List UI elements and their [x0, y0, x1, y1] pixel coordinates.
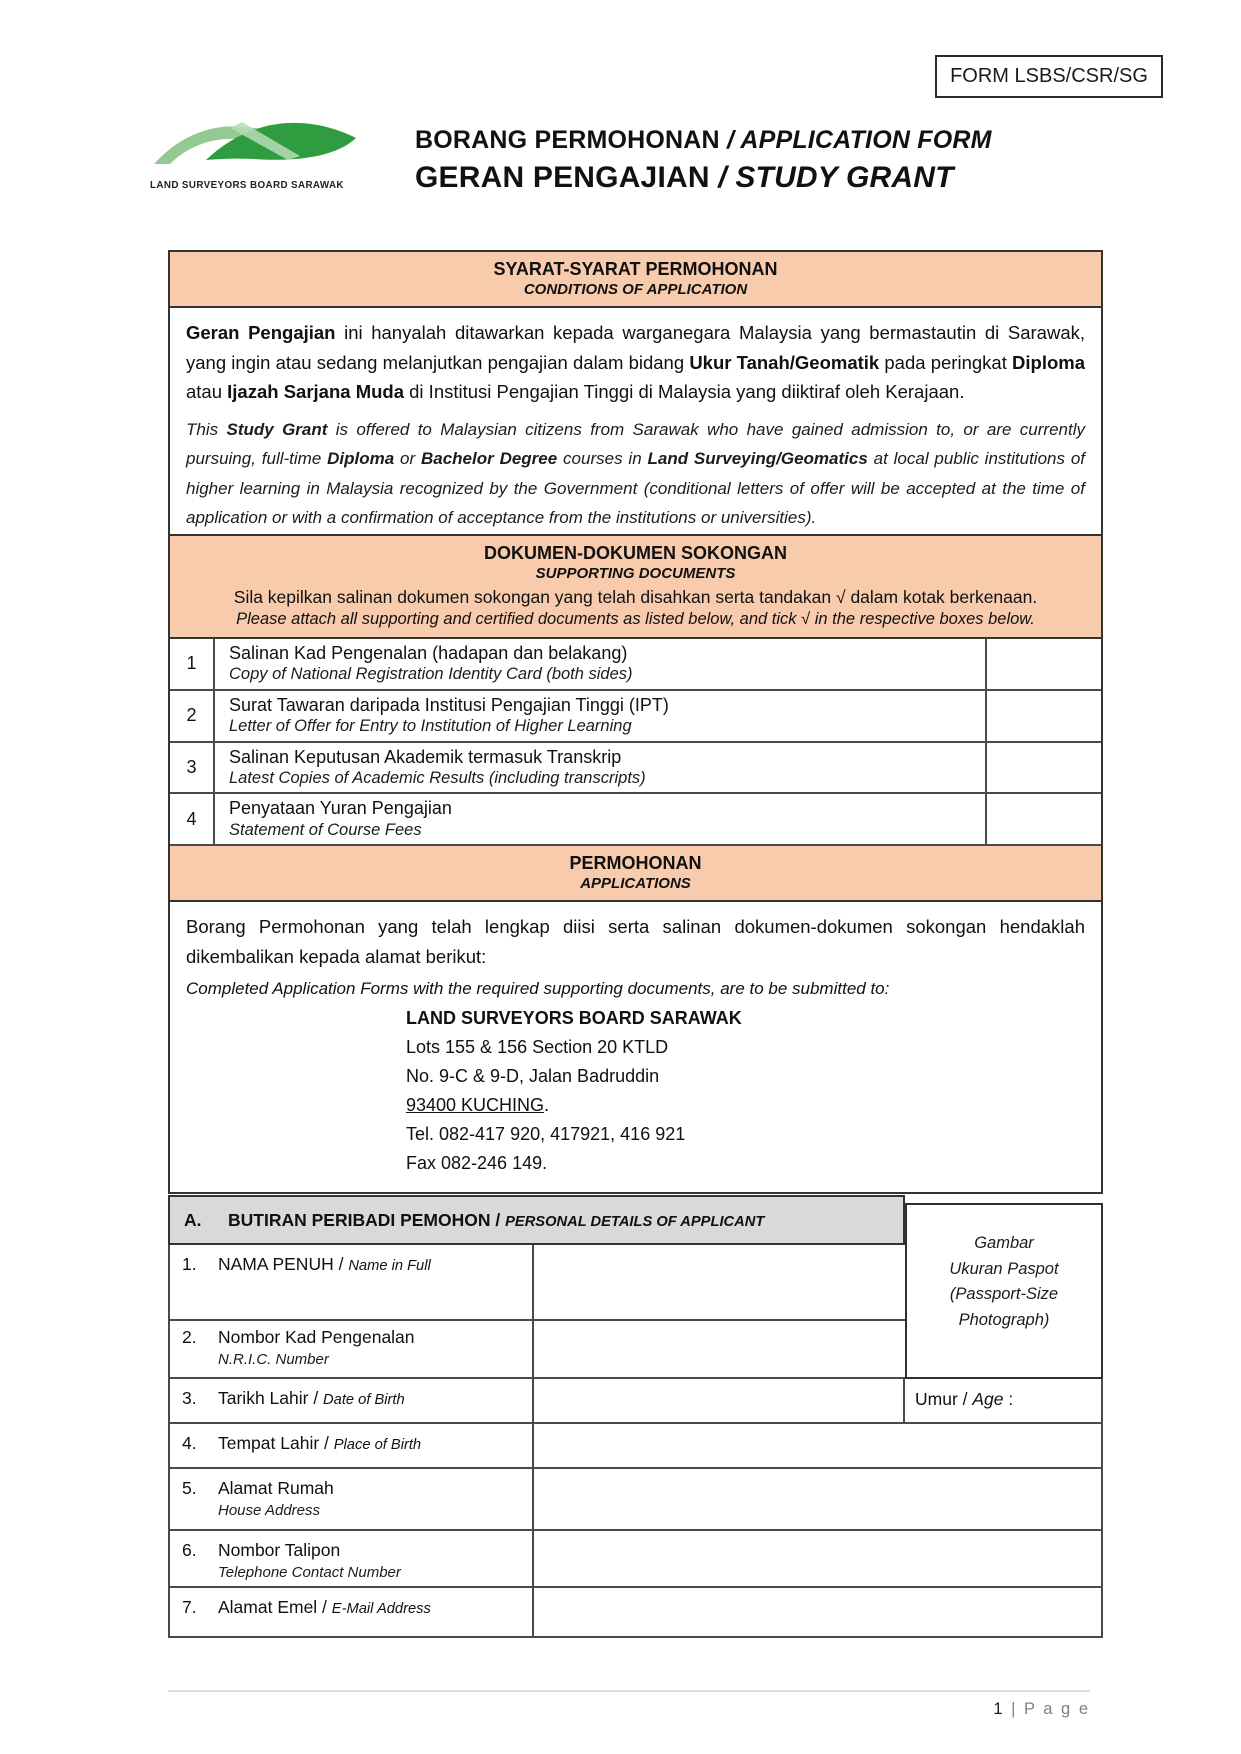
email-input-cell[interactable]: [534, 1588, 1103, 1638]
applications-heading-malay: PERMOHONAN: [569, 853, 702, 874]
tick-box-cell[interactable]: [987, 691, 1101, 741]
documents-section-header: [170, 536, 1101, 639]
field-number: 6.: [182, 1540, 197, 1560]
field-label-text: Alamat Emel / E-Mail Address: [218, 1597, 431, 1617]
document-text-malay: Salinan Keputusan Akademik termasuk Transkrip: [229, 746, 622, 767]
document-description: [215, 794, 987, 844]
form-title-block: [415, 126, 1035, 195]
page-footer: [168, 1700, 1090, 1719]
nric-input-cell[interactable]: [534, 1321, 905, 1379]
applications-paragraph-english: Completed Application Forms with the required supporting documents, are to be submitted to:: [186, 978, 890, 998]
document-number: 4: [170, 794, 215, 844]
field-label-text: Alamat Rumah: [218, 1478, 334, 1498]
personal-details-title: BUTIRAN PERIBADI PEMOHON / PERSONAL DETAILS OF APPLICANT: [228, 1209, 765, 1230]
field-label-text: Tarikh Lahir / Date of Birth: [218, 1388, 405, 1408]
field-number: 2.: [182, 1327, 197, 1347]
documents-section: [168, 534, 1103, 1194]
applications-paragraph-malay: Borang Permohonan yang telah lengkap diisi serta salinan dokumen-dokumen sokongan hendaklah dikembalikan kepada alamat berikut:: [186, 916, 1085, 967]
field-number: 4.: [182, 1433, 197, 1453]
conditions-heading-malay: SYARAT-SYARAT PERMOHONAN: [493, 259, 778, 279]
document-text-malay: Salinan Kad Pengenalan (hadapan dan belakang): [229, 643, 628, 663]
document-text-english: Copy of National Registration Identity Card (both sides): [229, 665, 633, 684]
submission-address: [406, 1004, 1085, 1179]
field-label-nric: [168, 1321, 534, 1379]
field-label-text: Tempat Lahir / Place of Birth: [218, 1433, 422, 1453]
field-number: 7.: [182, 1597, 197, 1617]
documents-heading-malay: DOKUMEN-DOKUMEN SOKONGAN: [484, 543, 787, 563]
field-row-dob: [168, 1379, 1103, 1424]
logo-caption: LAND SURVEYORS BOARD SARAWAK: [150, 180, 344, 191]
document-description: [215, 639, 987, 689]
field-label-email: [168, 1588, 534, 1638]
applications-heading-english: APPLICATIONS: [580, 875, 691, 893]
documents-heading-english: SUPPORTING DOCUMENTS: [535, 565, 736, 582]
page-label: P a g e: [1024, 1700, 1090, 1718]
document-number: 2: [170, 691, 215, 741]
field-label-text: Nombor Kad Pengenalan: [218, 1327, 415, 1347]
age-cell[interactable]: [905, 1379, 1103, 1424]
conditions-section-header: [170, 252, 1101, 308]
address-input-cell[interactable]: [534, 1469, 1103, 1531]
field-row-address: [168, 1469, 1103, 1531]
applications-body: [170, 902, 1101, 1191]
address-line-city: 93400 KUCHING.: [406, 1095, 550, 1116]
page-number: 1: [993, 1700, 1005, 1718]
field-label-subtext: Telephone Contact Number: [218, 1564, 401, 1581]
personal-details-rows: [168, 1245, 1103, 1638]
field-row-email: [168, 1588, 1103, 1638]
document-description: [215, 691, 987, 741]
field-row-nric: [168, 1321, 1103, 1379]
address-line-tel: Tel. 082-417 920, 417921, 416 921: [406, 1124, 686, 1145]
form-code-label: FORM LSBS/CSR/SG: [950, 65, 1148, 87]
field-label-pob: [168, 1424, 534, 1469]
applications-section-header: [170, 846, 1101, 902]
dob-input-cell[interactable]: [534, 1379, 905, 1424]
photo-box-line4: Photograph): [958, 1310, 1050, 1329]
field-label-subtext: N.R.I.C. Number: [218, 1351, 329, 1368]
conditions-paragraph-english: This Study Grant is offered to Malaysian citizens from Sarawak who have gained admission to, or are currently pursuing, full-time Diploma or Bachelor Degree courses in Land Surveying/Geomatics at local public institutions of higher learning in Malaysia recognized by the Government (conditional letters of offer will be accepted at the time of application or with a confirmation of acceptance from the institutions or universities).: [186, 419, 1086, 527]
section-letter: A.: [184, 1209, 202, 1230]
tick-box-cell[interactable]: [987, 743, 1101, 793]
phone-input-cell[interactable]: [534, 1531, 1103, 1588]
field-row-pob: [168, 1424, 1103, 1469]
field-label-name: [168, 1245, 534, 1321]
document-number: 1: [170, 639, 215, 689]
document-description: [215, 743, 987, 793]
document-text-english: Letter of Offer for Entry to Institution of Higher Learning: [229, 716, 632, 735]
name-input-cell[interactable]: [534, 1245, 905, 1321]
document-text-english: Statement of Course Fees: [229, 820, 422, 839]
field-label-address: [168, 1469, 534, 1531]
conditions-heading-english: CONDITIONS OF APPLICATION: [523, 281, 748, 298]
field-number: 5.: [182, 1478, 197, 1498]
conditions-body: [170, 308, 1101, 544]
page-separator: |: [1004, 1700, 1024, 1718]
document-text-malay: Surat Tawaran daripada Institusi Pengajian Tinggi (IPT): [229, 694, 669, 715]
document-row-1: [170, 639, 1101, 691]
organisation-logo: [150, 110, 365, 191]
document-text-english: Latest Copies of Academic Results (including transcripts): [229, 768, 646, 787]
personal-details-section: [168, 1195, 1103, 1638]
field-label-text: NAMA PENUH / Name in Full: [218, 1254, 431, 1274]
field-number: 1.: [182, 1254, 197, 1274]
photo-box-line2: Ukuran Paspot: [949, 1259, 1059, 1278]
documents-instruction-english: Please attach all supporting and certified documents as listed below, and tick √ in the respective boxes below.: [236, 610, 1035, 628]
pob-input-cell[interactable]: [534, 1424, 1103, 1469]
tick-box-cell[interactable]: [987, 639, 1101, 689]
form-title-line1: BORANG PERMOHONAN / APPLICATION FORM: [415, 126, 992, 154]
field-number: 3.: [182, 1388, 197, 1408]
document-row-4: [170, 794, 1101, 846]
land-surveyors-logo-icon: [150, 110, 362, 174]
form-code-box: [935, 55, 1163, 98]
field-label-phone: [168, 1531, 534, 1588]
field-label-dob: [168, 1379, 534, 1424]
field-row-name: [168, 1245, 1103, 1321]
document-row-2: [170, 691, 1101, 743]
tick-box-cell[interactable]: [987, 794, 1101, 844]
document-number: 3: [170, 743, 215, 793]
photo-box-line1: Gambar: [974, 1234, 1034, 1252]
field-label-subtext: House Address: [218, 1502, 320, 1519]
personal-details-header: [168, 1195, 905, 1245]
address-line-org: LAND SURVEYORS BOARD SARAWAK: [406, 1007, 742, 1028]
address-line-lots: Lots 155 & 156 Section 20 KTLD: [406, 1036, 669, 1057]
document-text-malay: Penyataan Yuran Pengajian: [229, 798, 452, 819]
address-line-street: No. 9-C & 9-D, Jalan Badruddin: [406, 1066, 660, 1086]
documents-instruction-malay: Sila kepilkan salinan dokumen sokongan yang telah disahkan serta tandakan √ dalam kotak berkenaan.: [233, 587, 1038, 607]
conditions-paragraph-malay: Geran Pengajian ini hanyalah ditawarkan kepada warganegara Malaysia yang bermastautin di Sarawak, yang ingin atau sedang melanjutkan pengajian dalam bidang Ukur Tanah/Geomatik pada peringkat Diploma atau Ijazah Sarjana Muda di Institusi Pengajian Tinggi di Malaysia yang diiktiraf oleh Kerajaan.: [186, 322, 1085, 403]
conditions-section: [168, 250, 1103, 546]
field-label-text: Nombor Talipon: [218, 1540, 341, 1560]
document-row-3: [170, 743, 1101, 795]
footer-divider: [168, 1690, 1090, 1692]
form-title-line2: GERAN PENGAJIAN / STUDY GRANT: [415, 161, 954, 194]
photo-box-line3: (Passport-Size: [949, 1285, 1059, 1304]
age-label: Umur / Age :: [915, 1389, 1014, 1409]
field-row-phone: [168, 1531, 1103, 1588]
address-line-fax: Fax 082-246 149.: [406, 1153, 548, 1174]
